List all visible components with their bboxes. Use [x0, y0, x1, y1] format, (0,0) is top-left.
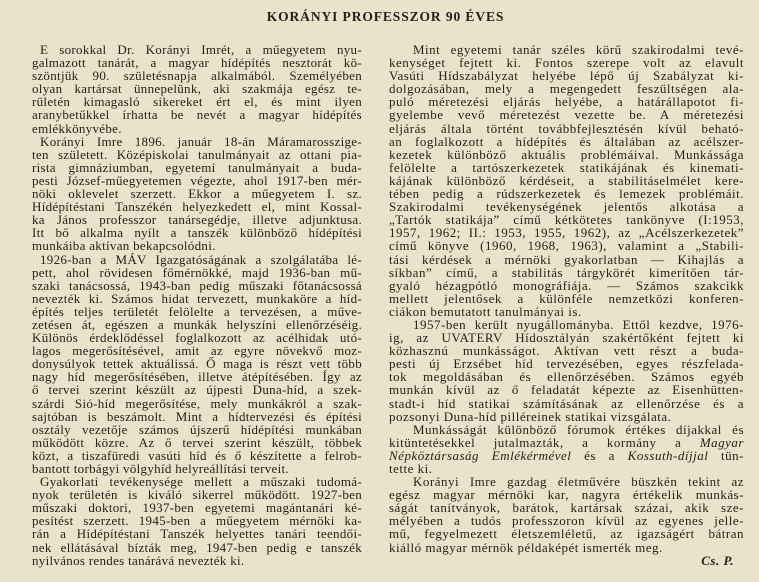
paragraph	[32, 135, 362, 253]
text-line: bantott torbágyi völgyhíd helyreállítási terveit.	[32, 461, 289, 476]
text-line: eljárás általa történt továbbfejlesztésén kívül beható-	[389, 120, 744, 136]
text-line: galmazott tanárát, a magyar hídépítés nesztorát kö-	[32, 55, 362, 71]
paragraph	[389, 475, 744, 554]
text-line: pozsonyi Duna-híd pilléreinek statikai vizsgálata.	[389, 408, 672, 424]
text-line: ig, az UVATERV Hídosztályán szakértőként fejtett ki	[389, 330, 744, 346]
text-line: rületén kimagasló sikereket ért el, és mint ilyen	[32, 94, 362, 110]
text-line: ten született. Középiskolai tanulmányait az ottani pia-	[32, 146, 362, 162]
text-line: pesítést szerzett. 1945-ben a műegyetem mérnöki ka-	[32, 513, 362, 529]
text-line: munkán kívül az ő feladatát képezte az Eisenhütten-	[389, 382, 744, 398]
text-line: mellett jelentősek a különféle nemzetközi konferen-	[389, 290, 744, 306]
italic-text-run: Kossuth-díjjal	[627, 447, 709, 463]
text-line: felölelte a tartószerkezetek statikájának és kinemati-	[389, 159, 744, 175]
italic-text-run: Magyar	[699, 434, 744, 450]
text-line: Korányi Imre 1896. január 18-án Máramarosszige-	[40, 133, 362, 149]
italic-text-run: Népköztársaság Emlékérmével	[389, 447, 572, 463]
author-signature: Cs. P.	[701, 552, 734, 568]
text-line: Hídépítéstani Tanszékén helyezkedett el, mint Kossal-	[32, 199, 362, 215]
text-line: nagy híd megerősítésében, illetve átépítésében. Így az	[32, 369, 362, 385]
paragraph	[389, 318, 744, 423]
text-line: E sorokkal Dr. Korányi Imrét, a műegyetem nyu-	[40, 42, 362, 57]
text-line: sajtóban is beszámolt. Mint a hídtervezési és építési	[32, 408, 362, 424]
text-line: lagos megerősítésével, amit az egyre növekvő moz-	[32, 343, 362, 359]
text-line: rista gimnáziumban, egyetemi tanulmányait a buda-	[32, 159, 362, 175]
text-line: egész magyar mérnöki kar, nagyra értékelik munkás-	[389, 487, 744, 503]
article-title: KORÁNYI PROFESSZOR 90 ÉVES	[266, 9, 505, 24]
text-line: Itt bő alkalma nyílt a tanszék különböző hídépítési	[32, 225, 362, 241]
text-line: pesti József-műegyetemen végezte, ahol 1917-ben mér-	[32, 172, 362, 188]
text-line: Szakirodalmi tevékenységének jelentős alkotása a	[389, 199, 744, 215]
text-line: nöki oklevelet szerzett. Ekkor a műegyetem I. sz.	[32, 186, 362, 202]
text-run: kitüntetésekkel jutalmazták, a kormány a	[389, 434, 700, 450]
text-line: ka János professzor tanársegédje, illetve adjunktusa.	[32, 212, 362, 228]
text-line: kezetek különböző aktuális problémáival. Munkássága	[389, 146, 744, 162]
text-line: zetésen át, egészen a munkák helyszíni ellenőrzéséig.	[32, 316, 362, 332]
paragraph	[32, 253, 362, 476]
text-line: közhasznú munkásságot. Aktívan vett részt a buda-	[389, 343, 744, 359]
text-line: emlékkönyvébe.	[32, 120, 122, 136]
text-line: 1926-ban a MÁV Igazgatóságának a szolgálatába lé-	[40, 251, 362, 267]
text-line: nevezték ki. Számos hidat tervezett, munkaköre a híd-	[32, 290, 362, 306]
text-line: szárdi Sió-híd megerősítése, mely munkákról a szak-	[32, 395, 362, 411]
text-line: aranybetűkkel írhatta be nevét a magyar hídépítés	[32, 107, 362, 123]
text-line: 1957, 1962; II.: 1953, 1955, 1962), az „Acélszerkezetek”	[389, 225, 744, 241]
text-line: ciákon bemutatott tanulmányai is.	[389, 303, 582, 319]
text-line: dolgozásában, mely a megengedett feszültségen ala-	[389, 81, 744, 97]
text-line: munkáiba aktívan bekapcsolódni.	[32, 238, 216, 254]
text-line: rán a Hídépítéstani Tanszék helyettes tanári teendői-	[32, 526, 362, 542]
text-line: pett, ahol rövidesen főmérnökké, majd 1936-ban mű-	[32, 264, 362, 280]
text-line: síkban” című, a stabilitás tárgykörét kimerítően tár-	[389, 264, 744, 280]
text-line: 1957-ben került nyugállományba. Ettől kezdve, 1976-	[413, 316, 744, 332]
text-line: kájának különböző kérdéseit, a stabilitáselmélet kere-	[389, 172, 744, 188]
text-line: Mint egyetemi tanár széles körű szakirodalmi tevé-	[413, 42, 744, 57]
paragraph	[389, 43, 744, 318]
text-line: szöntjük 90. születésnapja alkalmából. Személyében	[32, 68, 362, 84]
text-line: ságát tanítványok, barátok, kartársak százai, akik sze-	[389, 500, 744, 516]
text-line: Vasúti Hídszabályzat helyébe lépő új Szabályzat ki-	[389, 68, 744, 84]
text-line: „Tartók statikája” című kétkötetes tankönyve (I:1953,	[389, 212, 744, 228]
text-line: mű, fegyelmezett életszemléletű, az igazságért bátran	[389, 526, 744, 542]
text-line: mélyében a tudós professzoron kívül az egyenes jelle-	[389, 513, 744, 529]
text-line: Korányi Imre gazdag életművére büszkén tekint az	[413, 474, 744, 490]
text-line: gyelembe vevő méretezést vezette be. A méretezési	[389, 107, 744, 123]
text-line: puló méretezési eljárás helyébe, a határállapotot fi-	[389, 94, 744, 110]
text-line: an foglalkozott a hídépítés és általában az acélszer-	[389, 133, 744, 149]
text-line: tette ki.	[389, 461, 433, 476]
paragraph	[32, 475, 362, 567]
text-run: és a	[571, 447, 628, 463]
text-line: olyan kartársat ünnepelünk, aki szakmája egész te-	[32, 81, 362, 97]
text-line: tében pedig a rúdszerkezetek és lemezek problémáit.	[389, 186, 744, 202]
text-line: című könyve (1960, 1968, 1963), valamint a „Stabili-	[389, 238, 744, 254]
text-line: Munkásságát különböző fórumok értékes díjakkal és	[413, 421, 744, 437]
text-line: donysúlyok tettek aktuálissá. Ő maga is részt vett több	[32, 356, 362, 372]
text-line: működött közre. Az ő tervei szerint készült, többek	[32, 434, 362, 450]
text-line: műszaki doktori, 1937-ben egyetemi magántanári ké-	[32, 500, 362, 516]
text-line: közt, a tiszafüredi vasúti híd és ő készítette a felrob-	[32, 447, 362, 463]
right-column	[389, 43, 744, 567]
text-line	[389, 449, 744, 462]
text-line: Gyakorlati tevékenysége mellett a műszaki tudomá-	[40, 474, 362, 490]
paragraph	[389, 423, 744, 475]
text-line: Különös érdeklődéssel foglalkozott az acélhidak utó-	[32, 330, 362, 346]
text-run: tün-	[708, 447, 744, 463]
text-line: szaki tanácsossá, 1943-ban pedig műszaki főtanácsossá	[32, 277, 362, 293]
text-line: építés teljes területét felölelte a tervezésen, a műve-	[32, 303, 362, 319]
left-column	[32, 43, 362, 567]
text-line: stadt-i híd statikai számításának az ellenőrzése és a	[389, 395, 744, 411]
text-line: osztály vezetője számos újszerű hídépítési munkában	[32, 421, 362, 437]
text-line: nek ellátásával bízták meg, 1947-ben pedig e tanszék	[32, 539, 362, 555]
text-line: tási kérdések a mérnöki gyakorlatban — Kihajlás a	[389, 251, 744, 267]
text-line: nyilvános rendes tanárává nevezték ki.	[32, 552, 245, 568]
paragraph	[32, 43, 362, 135]
text-line: tok megoldásában és ellenőrzésében. Számos egyéb	[389, 369, 744, 385]
text-line: kenységet fejtett ki. Fontos szerepe volt az elavult	[389, 55, 744, 71]
text-line: ő tervei szerint készült az újpesti Duna-híd, a szek-	[32, 382, 362, 398]
text-line: nyok területén is kiváló sikerrel működött. 1927-ben	[32, 487, 362, 503]
text-line: kiálló magyar mérnök példaképét ismerték meg.	[389, 539, 663, 555]
text-line: gyaló hézagpótló monográfiája. — Számos szakcikk	[389, 277, 744, 293]
text-line: pesti új Erzsébet híd tervezésében, egyes részfelada-	[389, 356, 744, 372]
